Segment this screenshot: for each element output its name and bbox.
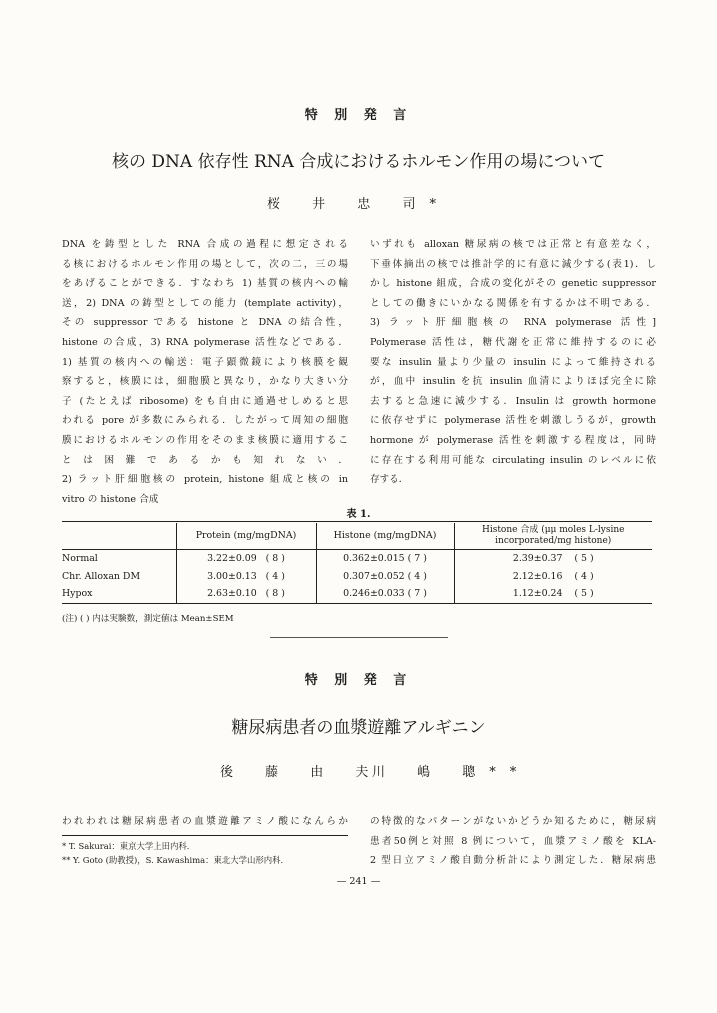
- table-header-synthesis: Histone 合成 (μμ moles L-lysine incorporated/mg histone): [454, 523, 652, 549]
- text-line: vitro の histone 合成: [62, 493, 159, 505]
- text-line: 膜におけるホルモンの作用をそのまま核膜に適用するこ: [62, 434, 348, 446]
- table-note: (注) ( ) 内は実験数，測定値は Mean±SEM: [62, 614, 234, 624]
- table-row: [62, 549, 652, 567]
- page-number: — 241 —: [336, 876, 381, 887]
- article-title-1: 核の DNA 依存性 RNA 合成におけるホルモン作用の場について: [111, 152, 605, 172]
- footnotes: [62, 839, 362, 867]
- text-line: が，血中 insulin を抗 insulin 血清によりほぼ完全に除: [370, 376, 656, 388]
- s2-right-text: [370, 812, 656, 871]
- text-line: 要な insulin 量より少量の insulin によって維持される: [370, 356, 656, 368]
- article-title-2: 糖尿病患者の血漿遊離アルギニン: [231, 718, 486, 738]
- text-line: その suppressor である histone と DNA の結合性，: [62, 317, 348, 329]
- text-line: 1) 基質の核内への輸送：電子顕微鏡により核膜を観: [62, 356, 348, 368]
- text-line: 去すると急速に減少する．Insulin は growth hormone: [370, 395, 656, 407]
- text-line: DNA を鋳型とした RNA 合成の過程に想定される: [62, 239, 348, 250]
- protein-cell: 2.63±0.10 ( 8 ): [176, 585, 316, 603]
- text-line: る核におけるホルモン作用の場として，次の二，三の場: [62, 258, 348, 270]
- text-line: 存する．: [370, 474, 409, 486]
- text-line: 3) ラット肝細胞核の RNA polymerase 活性]: [370, 317, 656, 329]
- author-1: 桜 井 忠 司*: [267, 197, 450, 212]
- table-header-row: [62, 523, 652, 549]
- text-line: 2) ラット肝細胞核の protein, histone 組成と核の in: [62, 474, 348, 486]
- text-line: われわれは糖尿病患者の血漿遊離アミノ酸になんらか: [62, 816, 348, 827]
- footnote-rule: [62, 835, 348, 836]
- text-line: いずれも alloxan 糖尿病の核では正常と有意差なく，: [370, 239, 656, 250]
- text-line: 2 型日立アミノ酸自動分析計により測定した．糖尿病患: [370, 855, 656, 867]
- table-header-blank: [62, 523, 176, 549]
- table-row: [62, 567, 652, 585]
- footnote: ** Y. Goto (助教授)，S. Kawashima：東北大学山形内科．: [62, 855, 289, 865]
- text-line: histone の合成，3) RNA polymerase 活性などである．: [62, 336, 348, 348]
- protein-cell: 3.22±0.09 ( 8 ): [176, 549, 316, 567]
- section-divider: [270, 637, 448, 638]
- text-line: 下垂体摘出の核では推計学的に有意に減少する(表1)．し: [370, 258, 656, 270]
- text-line: に依存せずに polymerase 活性を刺激しうるが，growth: [370, 415, 656, 427]
- text-line: hormone が polymerase 活性を刺激する程度は，同時: [370, 434, 656, 446]
- table-top-rule: [62, 521, 652, 522]
- text-line: としての働きにいかなる関係を有するかは不明である．: [370, 297, 656, 309]
- text-line: の特徴的なパターンがないかどうか知るために，糖尿病: [370, 816, 656, 827]
- text-line: 送，2) DNA の鋳型としての能力 (template activity)，: [62, 297, 348, 309]
- histone-cell: 0.246±0.033 ( 7 ): [316, 585, 454, 603]
- table-header-histone: Histone (mg/mgDNA): [316, 523, 454, 549]
- text-line: 患者50例と対照 8 例について，血漿アミノ酸を KLA-: [370, 835, 656, 847]
- synthesis-cell: 1.12±0.24 ( 5 ): [454, 585, 652, 603]
- row-label: Chr. Alloxan DM: [62, 570, 141, 582]
- left-column-text: [62, 235, 348, 509]
- table-row: [62, 585, 652, 603]
- text-line: 察すると，核膜には，細胞膜と異なり，かなり大きい分: [62, 376, 348, 388]
- s2-left-text: [62, 812, 348, 832]
- synthesis-cell: 2.39±0.37 ( 5 ): [454, 549, 652, 567]
- synthesis-cell: 2.12±0.16 ( 4 ): [454, 567, 652, 585]
- table-header-protein: Protein (mg/mgDNA): [176, 523, 316, 549]
- text-line: をあげることができる．すなわち 1) 基質の核内への輸: [62, 278, 348, 290]
- table-caption: 表 1.: [346, 509, 371, 520]
- text-line: とは困難であるかも知れない．: [62, 454, 348, 466]
- text-line: 子 (たとえば ribosome) をも自由に通過せしめると思: [62, 395, 348, 407]
- row-label: Hypox: [62, 588, 93, 600]
- text-line: Polymerase 活性は，糖代謝を正常に維持するのに必: [370, 336, 656, 348]
- section-heading-2: 特 別 発 言: [304, 673, 413, 688]
- text-line: かし histone 組成，合成の変化がその genetic suppressor: [370, 278, 656, 290]
- author-kawashima: 川 嶋 聰**: [372, 765, 531, 780]
- text-line: に存在する利用可能な circulating insulin のレベルに依: [370, 454, 656, 466]
- data-table: [62, 523, 652, 604]
- footnote: * T. Sakurai：東京大学上田内科．: [62, 841, 196, 851]
- text-line: われる pore が多数にみられる．したがって周知の細胞: [62, 415, 348, 427]
- section-heading-1: 特 別 発 言: [304, 108, 413, 123]
- histone-cell: 0.362±0.015 ( 7 ): [316, 549, 454, 567]
- author-goto: 後 藤 由 夫: [220, 765, 383, 780]
- protein-cell: 3.00±0.13 ( 4 ): [176, 567, 316, 585]
- row-label: Normal: [62, 552, 98, 564]
- right-column-text: [370, 235, 656, 490]
- histone-cell: 0.307±0.052 ( 4 ): [316, 567, 454, 585]
